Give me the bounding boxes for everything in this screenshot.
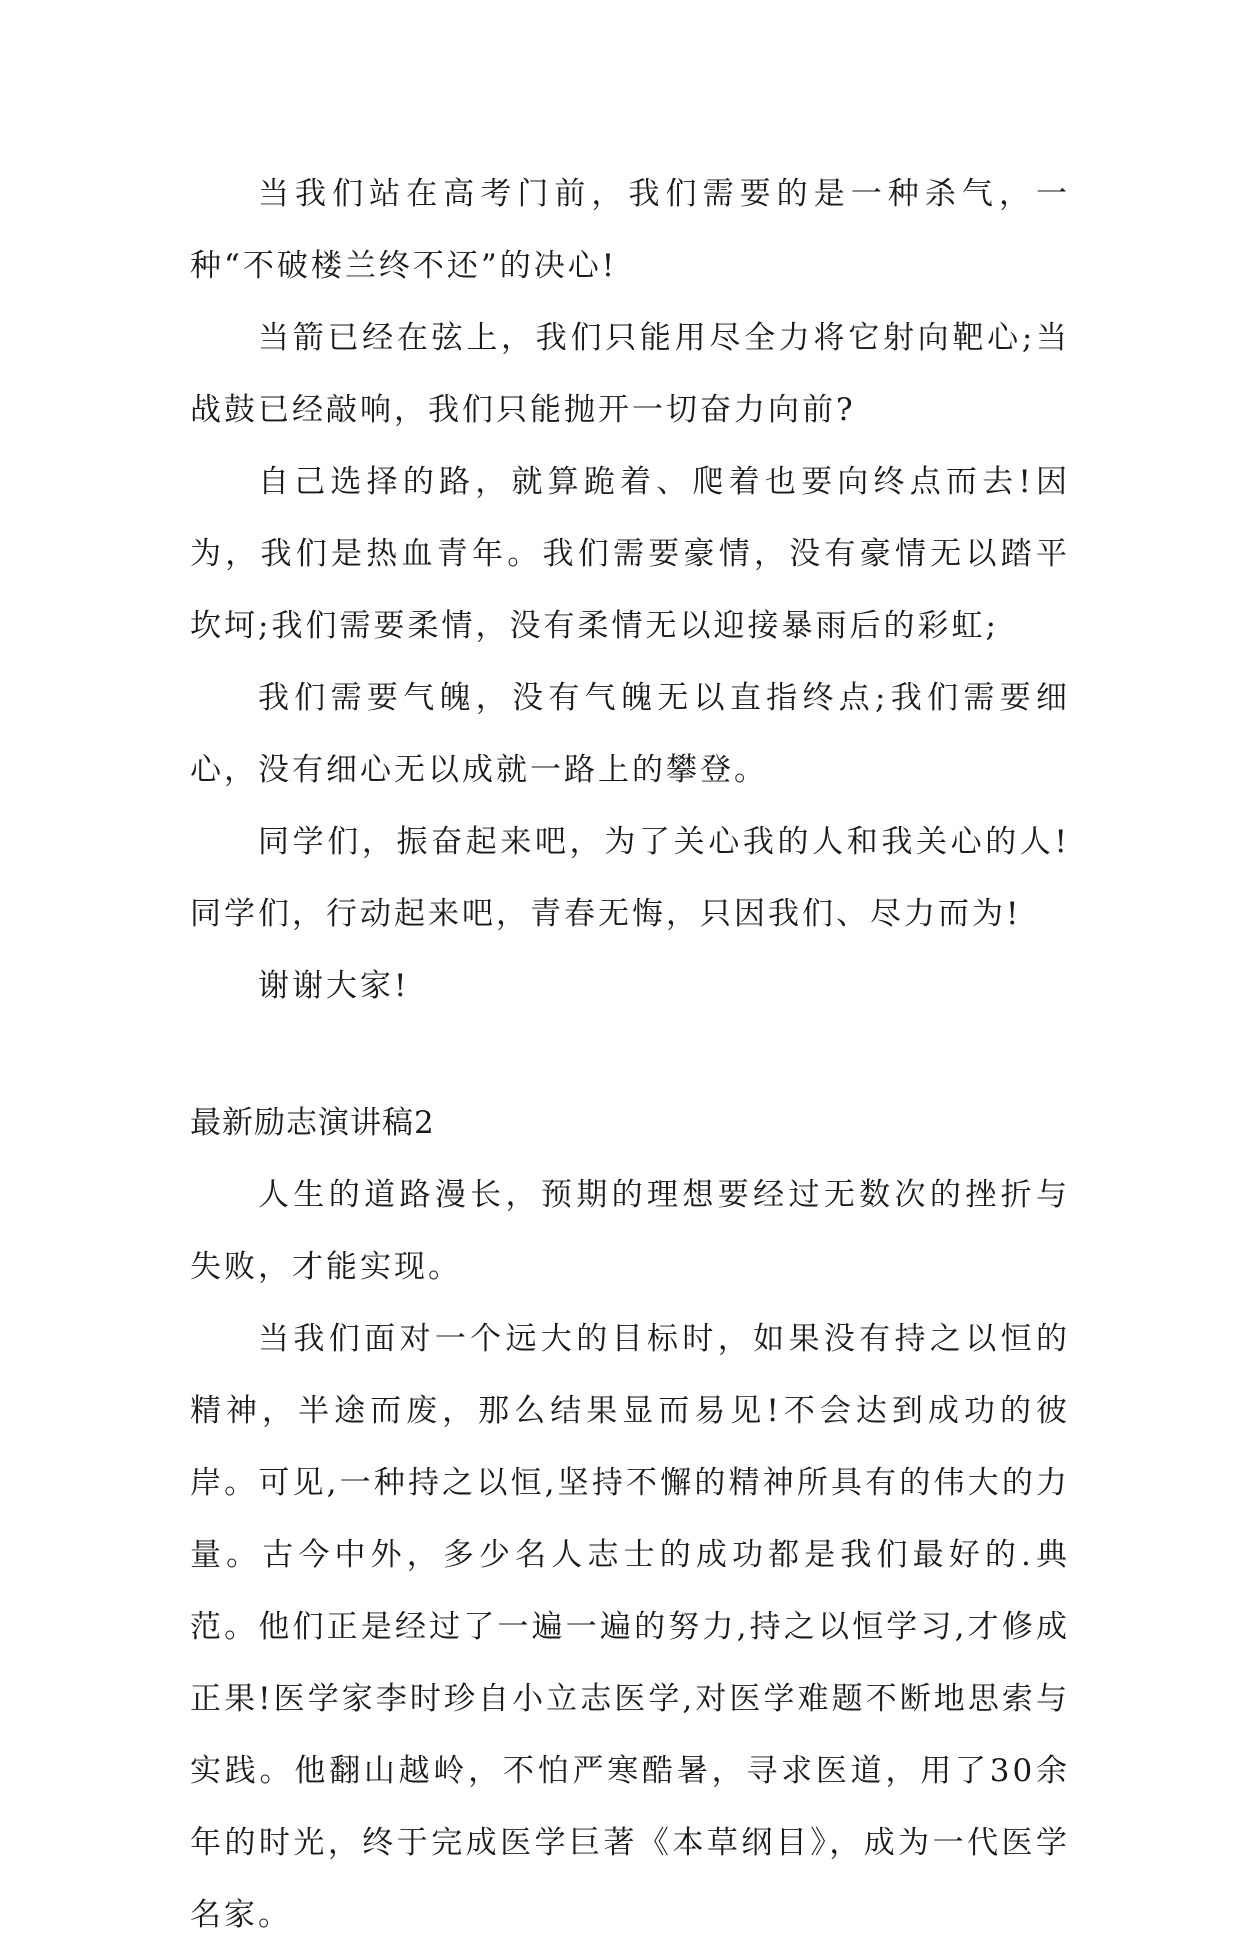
paragraph-2: 当箭已经在弦上，我们只能用尽全力将它射向靶心;当战鼓已经敲响，我们只能抛开一切奋力向前? <box>190 320 1070 428</box>
paragraph-8: 当我们面对一个远大的目标时，如果没有持之以恒的精神，半途而废，那么结果显而易见!不会达到成功的彼岸。可见,一种持之以恒,坚持不懈的精神所具有的伟大的力量。古今中外，多少名人志士的成功都是我们最好的.典范。他们正是经过了一遍一遍的努力,持之以恒学习,才修成正果!医学家李时珍自小立志医学,对医学难题不断地思索与实践。他翻山越岭，不怕严寒酷暑，寻求医道，用了30余年的时光，终于完成医学巨著《本草纲目》，成为一代医学名家。 <box>190 1321 1070 1933</box>
document-body <box>190 158 1070 1951</box>
paragraph-5: 同学们，振奋起来吧，为了关心我的人和我关心的人!同学们，行动起来吧，青春无悔，只因我们、尽力而为! <box>190 824 1070 932</box>
paragraph-4: 我们需要气魄，没有气魄无以直指终点;我们需要细心，没有细心无以成就一路上的攀登。 <box>190 680 1070 788</box>
paragraph-7: 人生的道路漫长，预期的理想要经过无数次的挫折与失败，才能实现。 <box>190 1177 1070 1285</box>
section-title: 最新励志演讲稿2 <box>190 1105 435 1141</box>
paragraph-6: 谢谢大家! <box>258 968 410 1004</box>
paragraph-3: 自己选择的路，就算跪着、爬着也要向终点而去!因为，我们是热血青年。我们需要豪情，没有豪情无以踏平坎坷;我们需要柔情，没有柔情无以迎接暴雨后的彩虹; <box>190 464 1070 644</box>
paragraph-1: 当我们站在高考门前，我们需要的是一种杀气，一种“不破楼兰终不还”的决心! <box>190 176 1070 284</box>
